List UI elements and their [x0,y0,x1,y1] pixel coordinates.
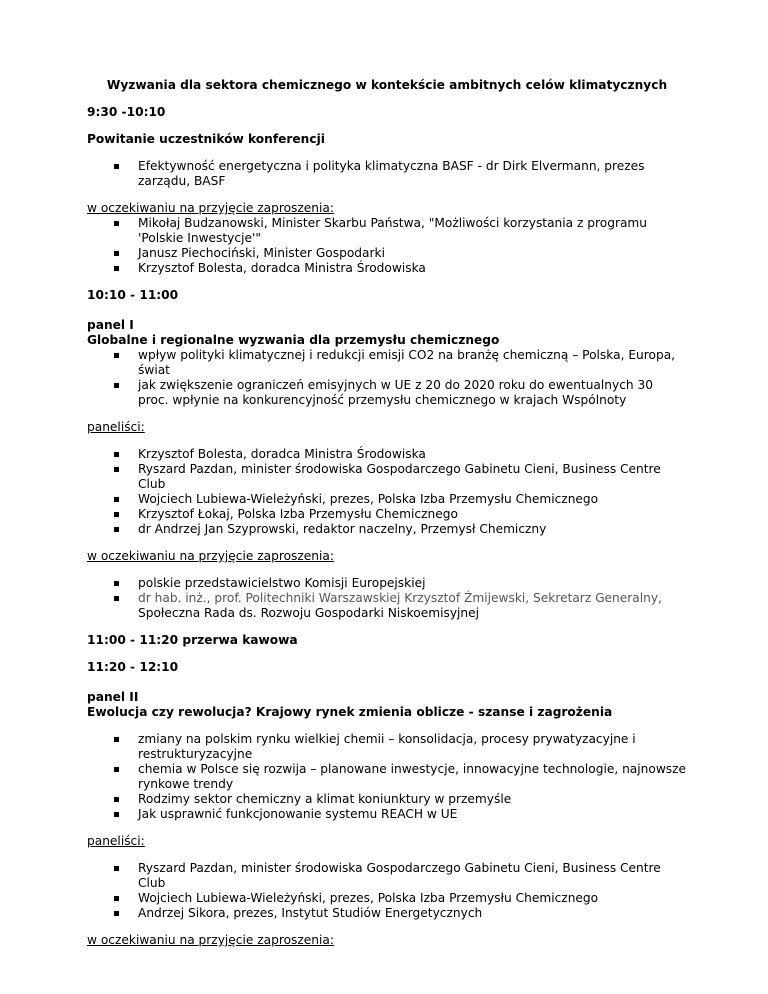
bullet-icon [114,767,119,772]
panel-1-invites [87,576,687,621]
panel-2-topics [87,732,687,822]
bullet-icon [114,266,119,271]
bullet-icon [114,737,119,742]
section-heading-panel-2: Ewolucja czy rewolucja? Krajowy rynek zmienia oblicze - szanse i zagrożenia [87,705,613,719]
bullet-icon [114,353,119,358]
coffee-break: 11:00 - 11:20 przerwa kawowa [87,633,298,647]
list-item: Rodzimy sektor chemiczny a klimat koniunktury w przemyśle [87,792,687,807]
list-item: Mikołaj Budzanowski, Minister Skarbu Państwa, "Możliwości korzystania z programu 'Polskie Inwestycje'" [87,216,687,246]
bullet-icon [114,467,119,472]
bullet-icon [114,527,119,532]
invite-label: w oczekiwaniu na przyjęcie zaproszenia: [87,201,334,215]
time-slot-3: 11:20 - 12:10 [87,660,179,674]
list-item: jak zwiększenie ograniczeń emisyjnych w UE z 20 do 2020 roku do ewentualnych 30 proc. wpłynie na konkurencyjność przemysłu chemicznego w krajach Wspólnoty [87,378,687,408]
list-item: Efektywność energetyczna i polityka klimatyczna BASF - dr Dirk Elvermann, prezes zarządu, BASF [87,159,687,189]
list-item: Ryszard Pazdan, minister środowiska Gospodarczego Gabinetu Cieni, Business Centre Club [87,462,687,492]
list-item: Krzysztof Bolesta, doradca Ministra Środowiska [87,261,687,276]
bullet-icon [114,797,119,802]
bullet-icon [114,221,119,226]
bullet-icon [114,452,119,457]
time-slot-1: 9:30 -10:10 [87,105,166,119]
bullet-icon [114,596,119,601]
list-item: polskie przedstawicielstwo Komisji Europejskiej [87,576,687,591]
list-item: Wojciech Lubiewa-Wieleżyński, prezes, Polska Izba Przemysłu Chemicznego [87,891,687,906]
panelists-label: paneliści: [87,420,145,434]
document-page [87,78,687,948]
bullet-icon [114,896,119,901]
bullet-icon [114,497,119,502]
bullet-icon [114,164,119,169]
invite-label: w oczekiwaniu na przyjęcie zaproszenia: [87,549,334,563]
list-item: Wojciech Lubiewa-Wieleżyński, prezes, Polska Izba Przemysłu Chemicznego [87,492,687,507]
document-title: Wyzwania dla sektora chemicznego w kontekście ambitnych celów klimatycznych [106,78,668,92]
list-item: Janusz Piechociński, Minister Gospodarki [87,246,687,261]
list-item: zmiany na polskim rynku wielkiej chemii – konsolidacja, procesy prywatyzacyjne i restrukturyzacyjne [87,732,687,762]
invite-label: w oczekiwaniu na przyjęcie zaproszenia: [87,933,334,947]
panel-1-topics [87,348,687,408]
panel-1-panelists [87,447,687,537]
bullet-icon [114,251,119,256]
section-heading-welcome: Powitanie uczestników konferencji [87,132,325,146]
list-item: wpływ polityki klimatycznej i redukcji emisji CO2 na branżę chemiczną – Polska, Europa, świat [87,348,687,378]
welcome-list [87,159,687,189]
bullet-icon [114,581,119,586]
panel-label-1: panel I [87,318,134,332]
bullet-icon [114,911,119,916]
bullet-icon [114,383,119,388]
bullet-icon [114,866,119,871]
list-item: Krzysztof Bolesta, doradca Ministra Środowiska [87,447,687,462]
invite-list [87,216,687,276]
panel-2-panelists [87,861,687,921]
panel-label-2: panel II [87,690,139,704]
list-item: Jak usprawnić funkcjonowanie systemu REACH w UE [87,807,687,822]
panelists-label: paneliści: [87,834,145,848]
bullet-icon [114,512,119,517]
time-slot-2: 10:10 - 11:00 [87,288,179,302]
list-item: Andrzej Sikora, prezes, Instytut Studiów Energetycznych [87,906,687,921]
list-item: dr Andrzej Jan Szyprowski, redaktor naczelny, Przemysł Chemiczny [87,522,687,537]
list-item: Ryszard Pazdan, minister środowiska Gospodarczego Gabinetu Cieni, Business Centre Club [87,861,687,891]
list-item: Krzysztof Łokaj, Polska Izba Przemysłu Chemicznego [87,507,687,522]
list-item: dr hab. inż., prof. Politechniki Warszawskiej Krzysztof Żmijewski, Sekretarz Generalny, Społeczna Rada ds. Rozwoju Gospodarki Niskoemisyjnej [87,591,687,621]
section-heading-panel-1: Globalne i regionalne wyzwania dla przemysłu chemicznego [87,333,500,347]
bullet-icon [114,812,119,817]
list-item: chemia w Polsce się rozwija – planowane inwestycje, innowacyjne technologie, najnowsze rynkowe trendy [87,762,687,792]
